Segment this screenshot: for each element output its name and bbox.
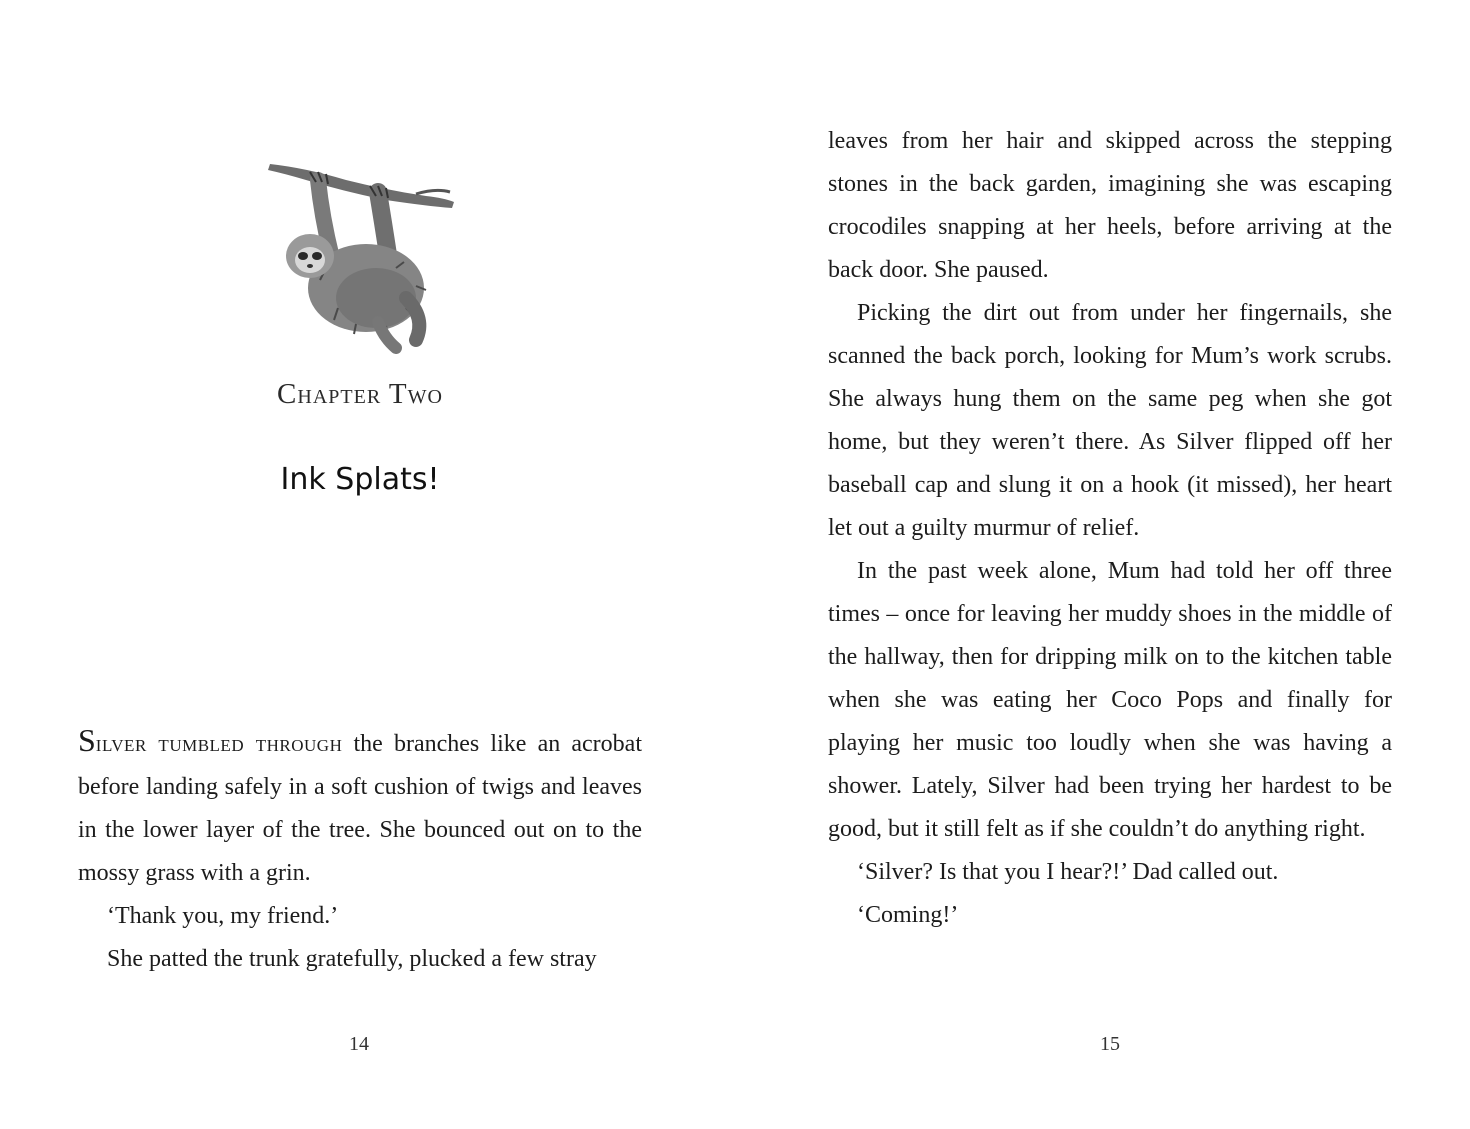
right-page-text	[828, 120, 1392, 937]
opening-paragraph	[78, 723, 642, 895]
chapter-title: Ink Splats!	[280, 462, 440, 497]
page-number: 15	[1100, 1033, 1120, 1055]
drop-cap: S	[78, 722, 96, 758]
paragraph: In the past week alone, Mum had told her off three times – once for leaving her muddy shoes in the middle of the hallway, then for dripping milk on to the kitchen table when she was eating her Coco Pops and finally for playing her music too loudly when she was having a shower. Lately, Silver had been trying her hardest to be good, but it still felt as if she couldn’t do anything right.	[828, 558, 1392, 842]
chapter-label: Chapter Two	[277, 378, 443, 410]
paragraph: Picking the dirt out from under her fingernails, she scanned the back porch, looking for Mum’s work scrubs. She always hung them on the same peg when she got home, but they weren’t there. As Silver flipped off her baseball cap and slung it on a hook (it missed), her heart let out a guilty murmur of relief.	[828, 300, 1392, 541]
paragraph: She patted the trunk gratefully, plucked a few stray	[107, 946, 597, 972]
opening-small-caps: ilver tumbled through	[95, 731, 343, 757]
opening-paragraph-text: the branches like an acrobat before landing safely in a soft cushion of twigs and leaves in the lower layer of the tree. She bounced out on to the mossy grass with a grin.	[78, 731, 642, 886]
page-number: 14	[349, 1033, 369, 1055]
paragraph: ‘Thank you, my friend.’	[107, 903, 339, 929]
paragraph: ‘Coming!’	[857, 902, 959, 928]
right-page	[735, 0, 1470, 1129]
left-page-text	[78, 723, 642, 981]
paragraph: leaves from her hair and skipped across the stepping stones in the back garden, imagining she was escaping crocodiles snapping at her heels, before arriving at the back door. She paused.	[828, 128, 1392, 283]
sloth-illustration	[266, 158, 456, 354]
paragraph: ‘Silver? Is that you I hear?!’ Dad called out.	[857, 859, 1279, 885]
